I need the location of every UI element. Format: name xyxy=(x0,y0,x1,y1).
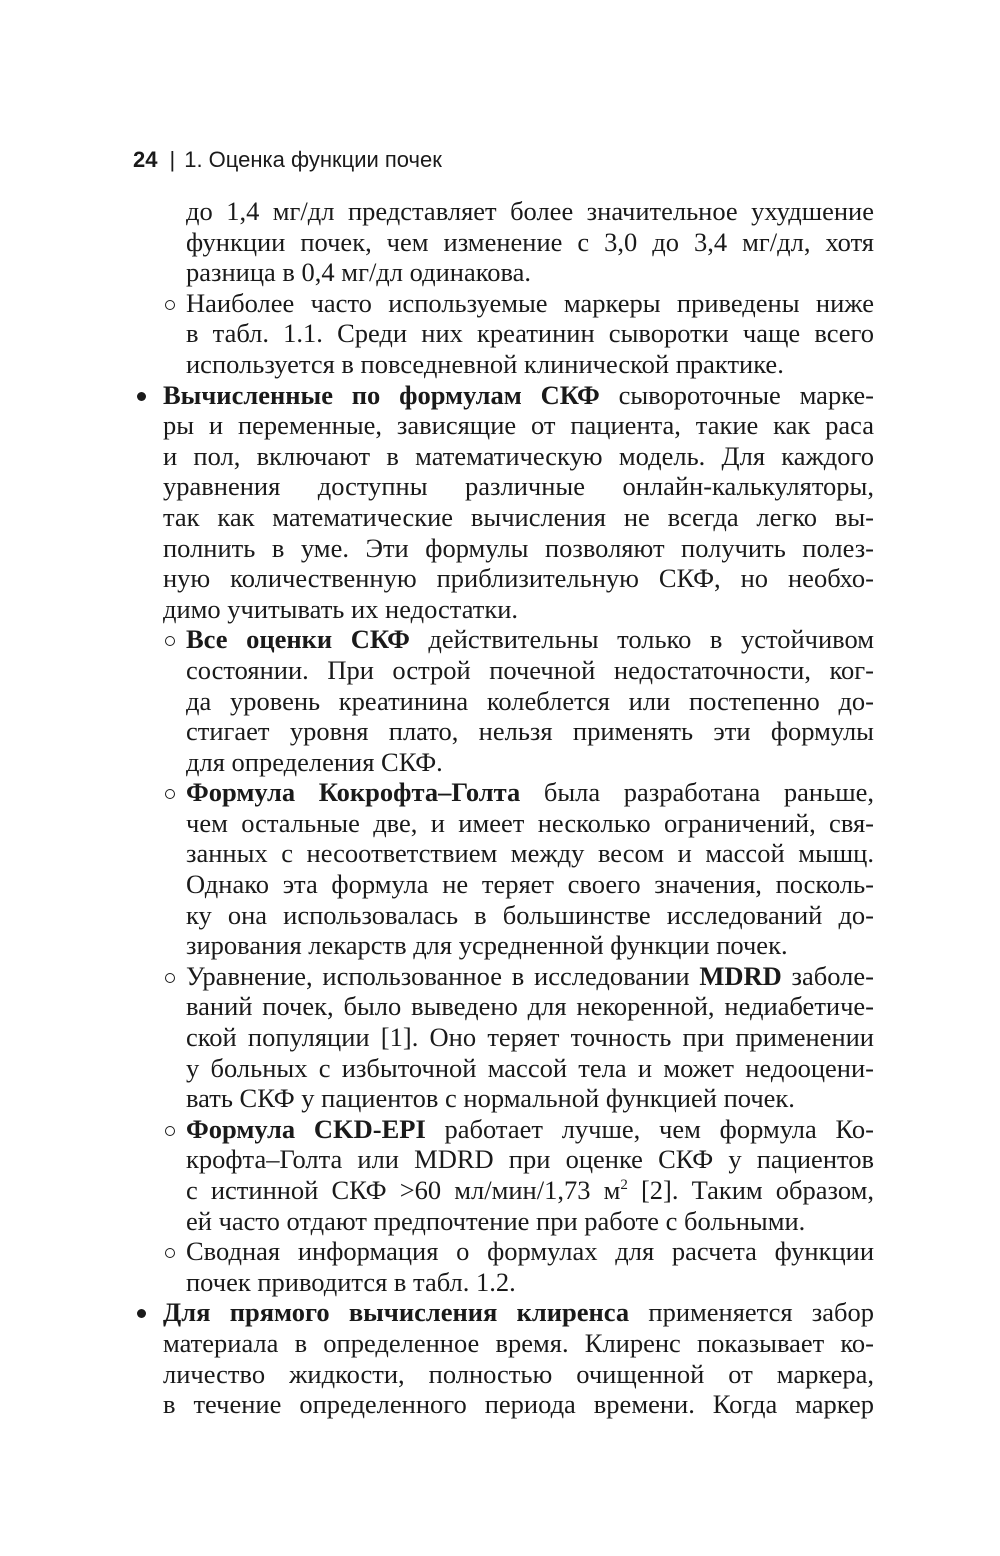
text-line: чем остальные две, и имеет несколько ограничений, свя- xyxy=(186,807,874,838)
text-line: зирования лекарств для усредненной функции почек. xyxy=(186,930,788,961)
sub-bullet-item: Все оценки СКФ действительны только в устойчивом xyxy=(186,624,874,655)
body-text xyxy=(0,196,1000,1420)
text-line: с истинной СКФ >60 мл/мин/1,73 $м^2$ [2]. Таким образом, xyxy=(186,1175,874,1205)
text-line: ры и переменные, зависящие от пациента, такие как раса xyxy=(163,410,874,441)
bold-term: Все оценки СКФ xyxy=(186,624,410,655)
text-line: в табл. 1.1. Среди них креатинин сыворотки чаще всего xyxy=(186,318,874,349)
sub-bullet-item: Формула Кокрофта–Голта была разработана раньше, xyxy=(186,777,874,808)
text-line: состоянии. При острой почечной недостаточности, ког- xyxy=(186,654,874,685)
bullet-item: Вычисленные по формулам СКФ сывороточные марке- xyxy=(163,379,874,410)
sub-bullet-item: Уравнение, использованное в исследовании MDRD заболе- xyxy=(186,960,874,991)
text-line: так как математические вычисления не всегда легко вы- xyxy=(163,501,874,532)
text-line: почек приводится в табл. 1.2. xyxy=(186,1266,516,1297)
sub-bullet-item: Сводная информация о формулах для расчета функции xyxy=(186,1236,874,1267)
text-line: ской популяции [1]. Оно теряет точность при применении xyxy=(186,1022,874,1053)
text-line: Однако эта формула не теряет своего значения, посколь- xyxy=(186,869,874,900)
text-line: для определения СКФ. xyxy=(186,746,443,777)
text-line: в течение определенного периода времени. Когда маркер xyxy=(163,1389,874,1420)
sub-bullet-item: Формула CKD-EPI работает лучше, чем формула Ко- xyxy=(186,1113,874,1144)
text-line: до 1,4 мг/дл представляет более значительное ухудшение xyxy=(186,196,874,226)
text-line: полнить в уме. Эти формулы позволяют получить полез- xyxy=(163,532,874,563)
text-line: уравнения доступны различные онлайн-калькуляторы, xyxy=(163,471,874,502)
text-line: ваний почек, было выведено для некоренной, недиабетиче- xyxy=(186,991,874,1022)
superscript: 2 xyxy=(620,1177,628,1193)
bold-term: Формула CKD-EPI xyxy=(186,1113,426,1144)
running-header xyxy=(133,146,442,174)
sub-bullet-item: Наиболее часто используемые маркеры приведены ниже xyxy=(186,287,874,318)
page-number: 24 xyxy=(133,147,158,172)
text-line: материала в определенное время. Клиренс показывает ко- xyxy=(163,1327,874,1358)
bold-term: Для прямого вычисления клиренса xyxy=(163,1297,630,1328)
text-line: личество жидкости, полностью очищенной от маркера, xyxy=(163,1358,874,1389)
text-line: у больных с избыточной массой тела и может недооцени- xyxy=(186,1052,874,1083)
text-line: используется в повседневной клинической практике. xyxy=(186,348,784,379)
chapter-title: 1. Оценка функции почек xyxy=(184,147,442,172)
text-line: ную количественную приблизительную СКФ, но необхо- xyxy=(163,563,874,594)
bold-term: Формула Кокрофта–Голта xyxy=(186,777,521,808)
text-line: димо учитывать их недостатки. xyxy=(163,593,519,624)
text-line: ей часто отдают предпочтение при работе с больными. xyxy=(186,1205,806,1236)
text-line: функции почек, чем изменение с 3,0 до 3,4 мг/дл, хотя xyxy=(186,226,874,257)
bold-term: MDRD xyxy=(699,960,782,991)
text-line: разница в 0,4 мг/дл одинакова. xyxy=(186,257,532,288)
header-separator: | xyxy=(169,147,176,172)
text-line: ку она использовалась в большинстве исследований до- xyxy=(186,899,874,930)
bullet-item: Для прямого вычисления клиренса применяется забор xyxy=(163,1297,874,1328)
text-line: крофта–Голта или MDRD при оценке СКФ у пациентов xyxy=(186,1144,874,1175)
bold-term: Вычисленные по формулам СКФ xyxy=(163,379,600,410)
text-line: вать СКФ у пациентов с нормальной функцией почек. xyxy=(186,1083,795,1114)
text-line: и пол, включают в математическую модель. Для каждого xyxy=(163,440,874,471)
text-line: стигает уровня плато, нельзя применять эти формулы xyxy=(186,716,874,747)
text-line: да уровень креатинина колеблется или постепенно до- xyxy=(186,685,874,716)
text-line: занных с несоответствием между весом и массой мышц. xyxy=(186,838,874,869)
